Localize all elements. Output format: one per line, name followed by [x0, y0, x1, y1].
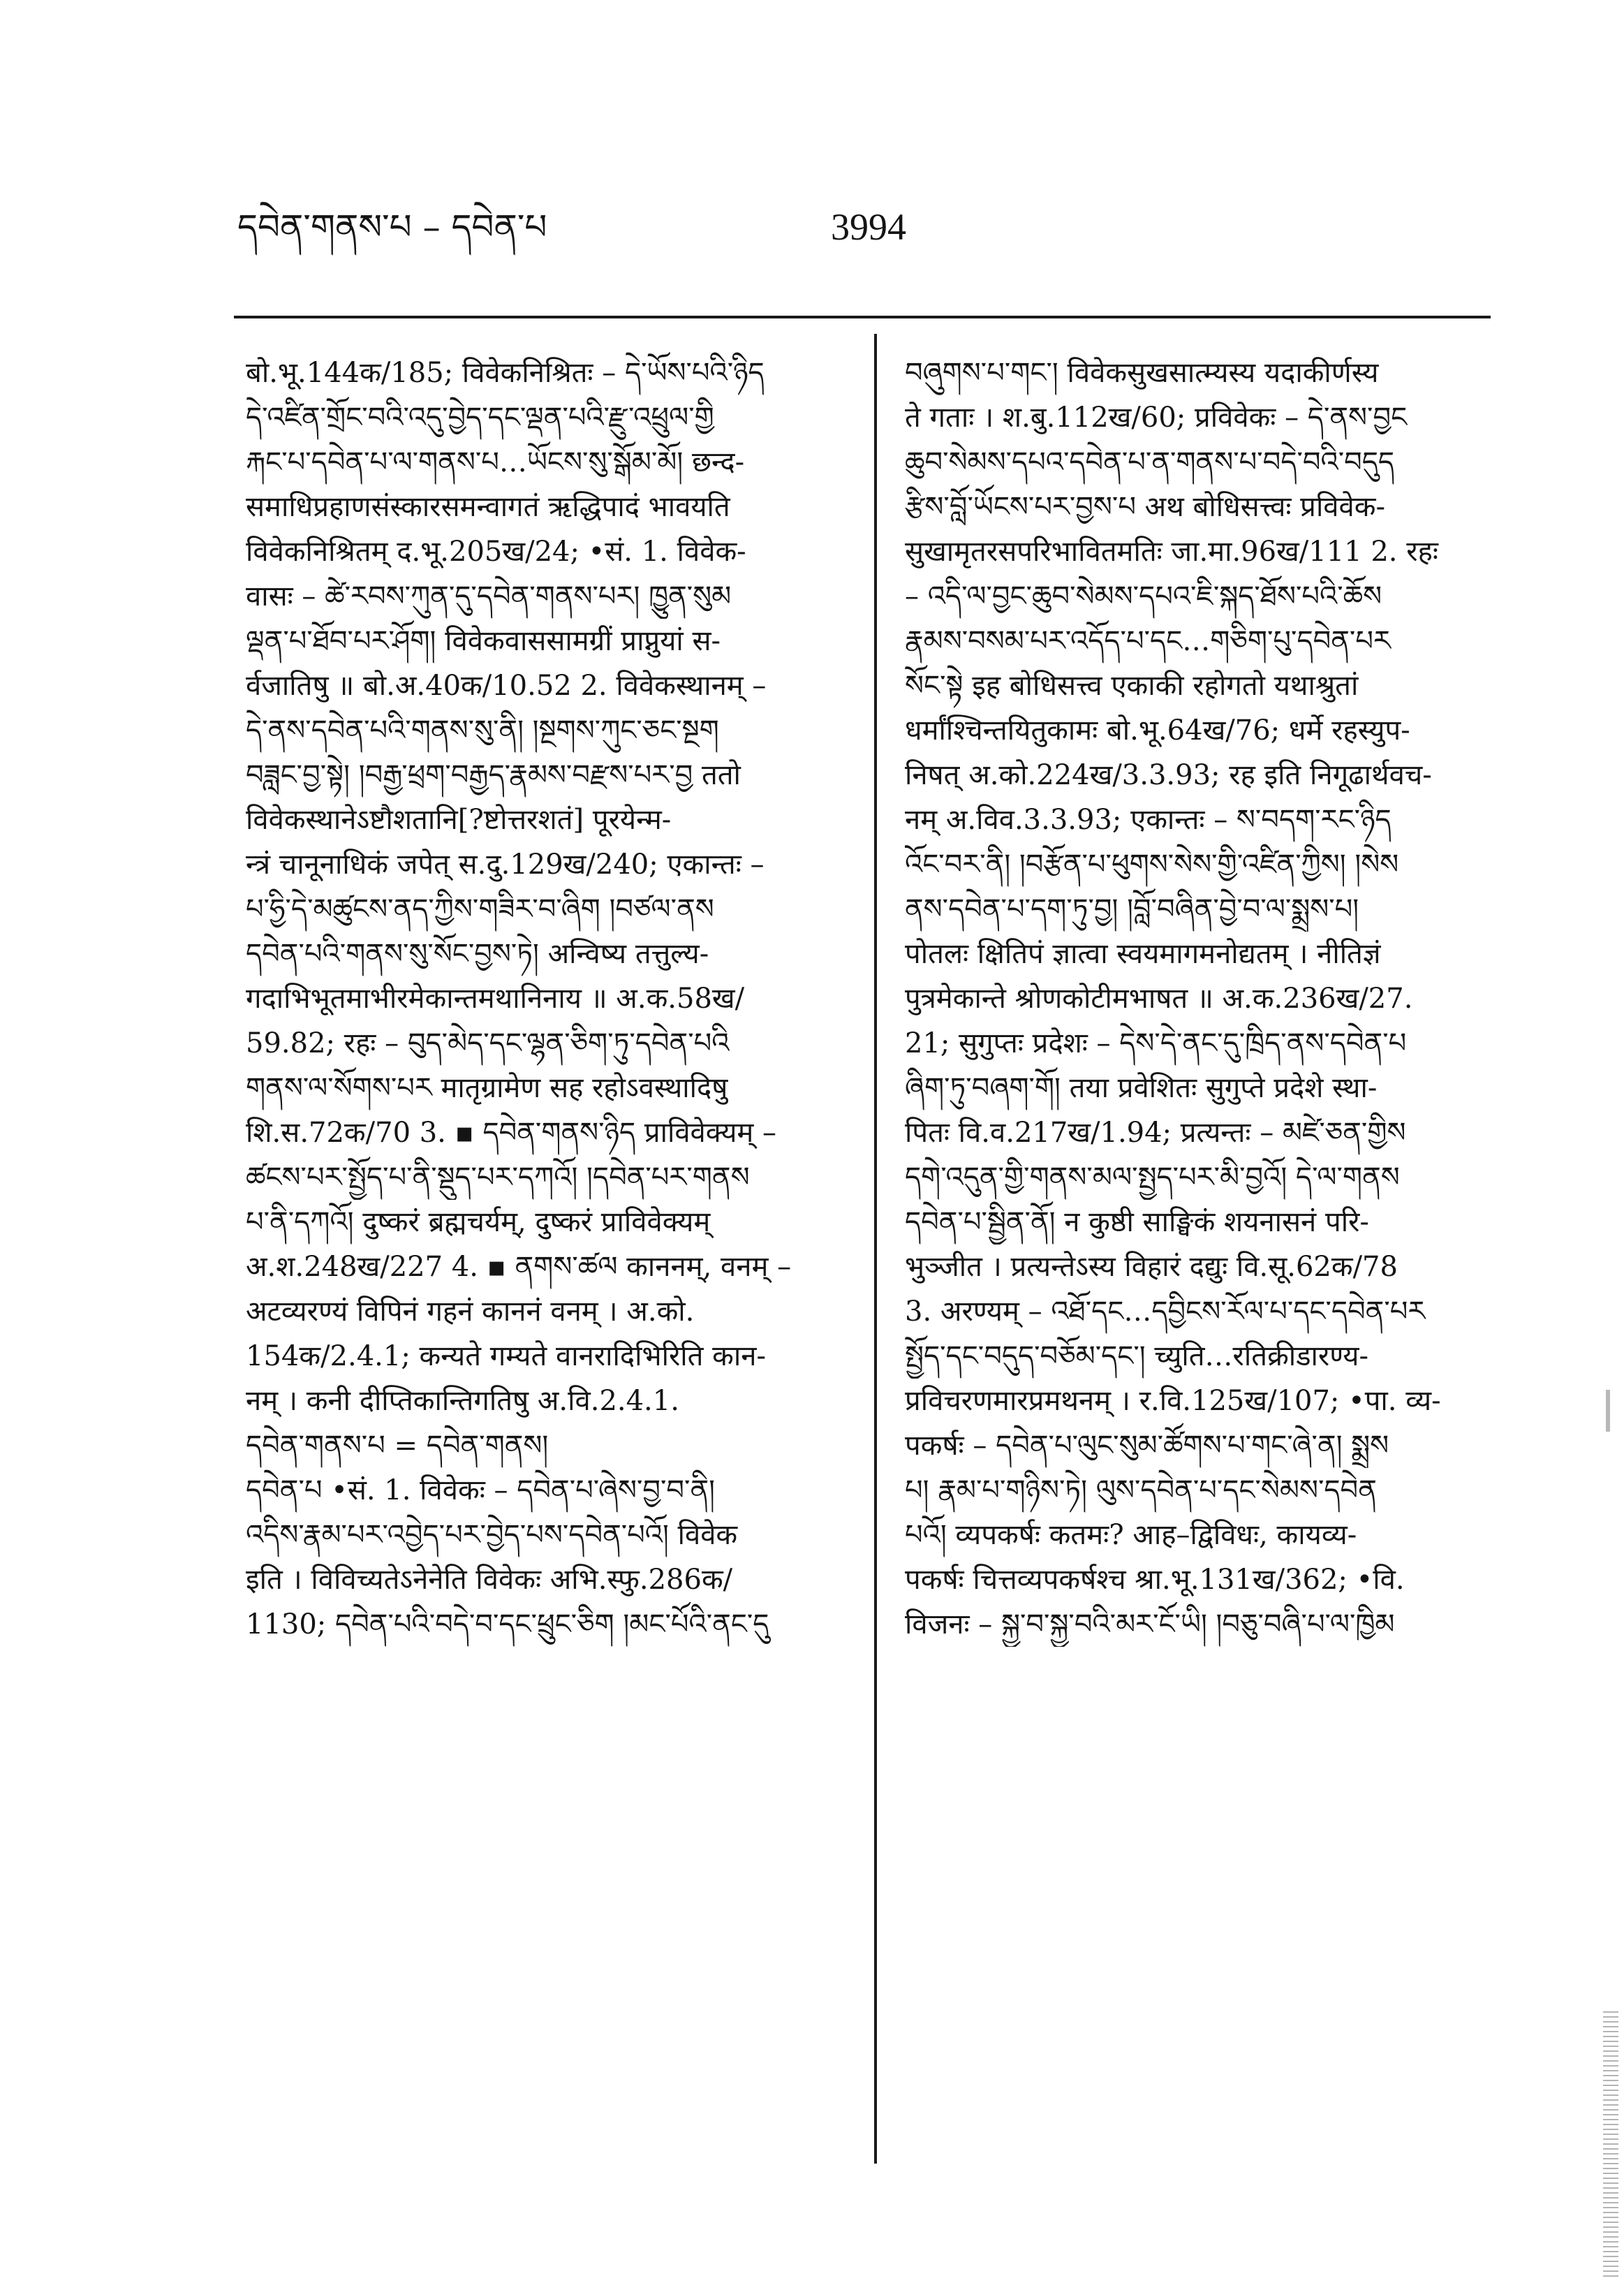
text-line: རྐང་པ་དབེན་པ་ལ་གནས་པ…ཡོངས་སུ་སྒོམ་མོ། छन्द-: [246, 446, 745, 478]
text-line: अटव्यरण्यं विपिनं गहनं काननं वनम् । अ.को.: [246, 1296, 695, 1328]
scan-edge-speckle: [1603, 2011, 1618, 2277]
text-line: དགེ་འདུན་གྱི་གནས་མལ་སྤྱད་པར་མི་བྱའོ། དེ་ལ་གནས: [905, 1161, 1400, 1194]
page-number: 3994: [831, 206, 906, 248]
text-line: समाधिप्रहाणसंस्कारसमन्वागतं ऋद्धिपादं भावयति: [246, 491, 730, 523]
text-line: ते गताः । श.बु.112ख/60; प्रविवेकः – དེ་ནས་བྱང: [905, 402, 1408, 434]
text-line: རྣམས་བསམ་པར་འདོད་པ་དང…གཅིག་པུ་དབེན་པར: [905, 625, 1391, 657]
text-line: ཆུབ་སེམས་དཔའ་དབེན་པ་ན་གནས་པ་བདེ་བའི་བདུད: [905, 446, 1395, 478]
text-line: སོང་སྟེ इह बोधिसत्त्व एकाकी रहोगतो यथाश्रुतां: [905, 670, 1359, 702]
text-line: 1130; དབེན་པའི་བདེ་བ་དང་ཕྲུང་ཅིག །མང་པོའི་ནང་དུ: [246, 1608, 769, 1641]
text-line: ལྡན་པ་ཐོབ་པར་ཤོག། विवेकवाससामग्रीं प्राप्नुयां स-: [246, 625, 721, 657]
text-line: བཟླང་བྱ་སྟེ། །བརྒྱ་ཕྲག་བརྒྱད་རྣམས་བརྫས་པར་བྱ ततो: [246, 759, 741, 791]
text-line: དབེན་པའི་གནས་སུ་སོང་བྱས་ཏེ། अन्विष्य तत्तुल्य-: [246, 938, 709, 970]
text-line: पितः वि.व.217ख/1.94; प्रत्यन्तः – མཛེ་ཅན་གྱིས: [905, 1117, 1406, 1149]
text-line: པ་ནི་དཀའོ། दुष्करं ब्रह्मचर्यम्, दुष्करं प्राविवेक्यम्: [246, 1206, 711, 1238]
text-line: – འདི་ལ་བྱང་ཆུབ་སེམས་དཔའ་ཇི་སྐད་ཐོས་པའི་ཆོས: [905, 580, 1382, 612]
text-line: शि.स.72क/70 3. ▪ དབེན་གནས་ཉིད प्राविवेक्यम् –: [246, 1117, 777, 1149]
text-line: ནས་དབེན་པ་དག་ཏུ་བྱ། །བློ་བཞིན་བྱེ་བ་ལ་སྨྲས་པ།: [905, 893, 1359, 925]
text-line: गदाभिभूतमाभीरमेकान्तमथानिनाय ॥ अ.क.58ख/: [246, 983, 745, 1015]
column-divider: [874, 334, 877, 2164]
scan-edge-mark: [1606, 1390, 1610, 1432]
text-line: པའོ། व्यपकर्षः कतमः? आह–द्विविधः, कायव्य-: [905, 1519, 1357, 1551]
text-line: न्त्रं चानूनाधिकं जपेत् स.दु.129ख/240; एकान्तः –: [246, 849, 765, 881]
text-line: ཚངས་པར་སྤྱོད་པ་ནི་སྡུད་པར་དཀའོ། །དབེན་པར་གནས: [246, 1161, 750, 1194]
text-line: वासः – ཚེ་རབས་ཀུན་དུ་དབེན་གནས་པར། ཁྱུན་སུམ: [246, 580, 732, 612]
text-line: नम् अ.विव.3.3.93; एकान्तः – ས་བདག་རང་ཉིད: [905, 804, 1392, 836]
text-line: 3. अरण्यम् – འཐོ་དང…དབྱིངས་རོལ་པ་དང་དབེན་པར: [905, 1296, 1426, 1328]
text-line: पकर्षः चित्तव्यपकर्षश्च श्रा.भू.131ख/362; •वि.: [905, 1564, 1405, 1596]
text-line: རྩིས་བློ་ཡོངས་པར་བྱས་པ अथ बोधिसत्त्वः प्रविवेक-: [905, 491, 1386, 523]
text-line: बो.भू.144क/185; विवेकनिश्रितः – དེ་ཡོས་པའི་ཉིད: [246, 357, 765, 389]
text-line: नम् । कनी दीप्तिकान्तिगतिषु अ.वि.2.4.1.: [246, 1385, 679, 1417]
text-line: འདིས་རྣམ་པར་འབྱེད་པར་བྱེད་པས་དབེན་པའོ། विवेक: [246, 1519, 738, 1551]
text-line: इति । विविच्यतेऽनेनेति विवेकः अभि.स्फु.286क/: [246, 1564, 733, 1596]
text-line: धर्मांश्चिन्तयितुकामः बो.भू.64ख/76; धर्मे रहस्युप-: [905, 714, 1410, 747]
text-line: 21; सुगुप्तः प्रदेशः – དེས་དེ་ནང་དུ་ཁྲིད་ནས་དབེན་པ: [905, 1027, 1407, 1059]
text-line: विवेकस्थानेऽष्टौशतानि[?ष्टोत्तरशतं] पूरयेन्म-: [246, 804, 672, 836]
header-rule: [234, 316, 1491, 318]
running-header-title: དབེན་གནས་པ – དབེན་པ: [237, 207, 547, 247]
left-column: [246, 351, 860, 1647]
text-line: དབེན་པ་སྦྱིན་ནོ། न कुष्ठी साङ्घिकं शयनासनं परि-: [905, 1206, 1369, 1238]
text-line: प्रविचरणमारप्रमथनम् । र.वि.125ख/107; •पा. व्य-: [905, 1385, 1441, 1417]
text-line: अ.श.248ख/227 4. ▪ ནགས་ཚལ काननम्, वनम् –: [246, 1251, 792, 1283]
text-line: བཞུགས་པ་གང་། विवेकसुखसात्म्यस्य यदाकीर्णस्य: [905, 357, 1379, 389]
text-line: पकर्षः – དབེན་པ་ལུང་སུམ་ཚོགས་པ་གང་ཞེ་ན། སྨྲས: [905, 1430, 1389, 1462]
text-line: र्वजातिषु ॥ बो.अ.40क/10.52 2. विवेकस्थानम् –: [246, 670, 767, 702]
text-line: ཞིག་ཏུ་བཞག་གོ། तया प्रवेशितः सुगुप्ते प्रदेशे स्था-: [905, 1072, 1378, 1104]
text-line: པ་ཧྱི་དེ་མཚུངས་ནད་ཀྱིས་གཟིར་བ་ཞིག །བཙལ་ནས: [246, 893, 714, 925]
text-line: དེ་ནས་དབེན་པའི་གནས་སུ་ནི། །སྔགས་ཀུང་ཅང་སྔག: [246, 714, 719, 747]
text-line: 154क/2.4.1; कन्यते गम्यते वानरादिभिरिति कान-: [246, 1340, 766, 1372]
text-line: भुञ्जीत । प्रत्यन्तेऽस्य विहारं दद्युः वि.सू.62क/78: [905, 1251, 1398, 1283]
text-line: विवेकनिश्रितम् द.भू.205ख/24; •सं. 1. विवेक-: [246, 536, 746, 568]
text-line: सुखामृतरसपरिभावितमतिः जा.मा.96ख/111 2. रहः: [905, 536, 1438, 568]
text-line: དེ་འཛིན་གྲོང་བའི་འདུ་བྱེད་དང་ལྡན་པའི་རྫུ་འཕྲུལ་གྱི: [246, 402, 714, 434]
right-column: [905, 351, 1519, 1647]
text-line: पुत्रमेकान्ते श्रोणकोटीमभाषत ॥ अ.क.236ख/27.: [905, 983, 1413, 1015]
text-line: པ། རྣམ་པ་གཉིས་ཏེ། ལུས་དབེན་པ་དང་སེམས་དབེན: [905, 1474, 1377, 1506]
text-line: གནས་ལ་སོགས་པར मातृग्रामेण सह रहोऽवस्थादिषु: [246, 1072, 728, 1104]
text-line: འོང་བར་ནི། །བརྩོན་པ་ཕུགས་སེས་གྱི་འཛིན་ཀྱིས། །སེས: [905, 849, 1399, 881]
text-line: དབེན་པ •सं. 1. विवेकः – དབེན་པ་ཞེས་བྱ་བ་ནི།: [246, 1474, 716, 1506]
text-line: སྤྱོད་དང་བདུད་བཅོམ་དང་། च्युति…रतिक्रीडारण्य-: [905, 1340, 1368, 1372]
text-line: དབེན་གནས་པ = དབེན་གནས།: [246, 1430, 549, 1462]
text-line: 59.82; रहः – བུད་མེད་དང་ལྷན་ཅིག་ཏུ་དབེན་པའི: [246, 1027, 730, 1059]
text-line: पोतलः क्षितिपं ज्ञात्वा स्वयमागमनोद्यतम् । नीतिज्ञं: [905, 938, 1381, 970]
text-line: निषत् अ.को.224ख/3.3.93; रह इति निगूढार्थवच-: [905, 759, 1432, 791]
text-line: विजनः – སྐྱ་བ་སྐྱ་བའི་མར་ངོ་ཡི། །བཅུ་བཞི་པ་ལ་ཁྱིམ: [905, 1608, 1395, 1641]
